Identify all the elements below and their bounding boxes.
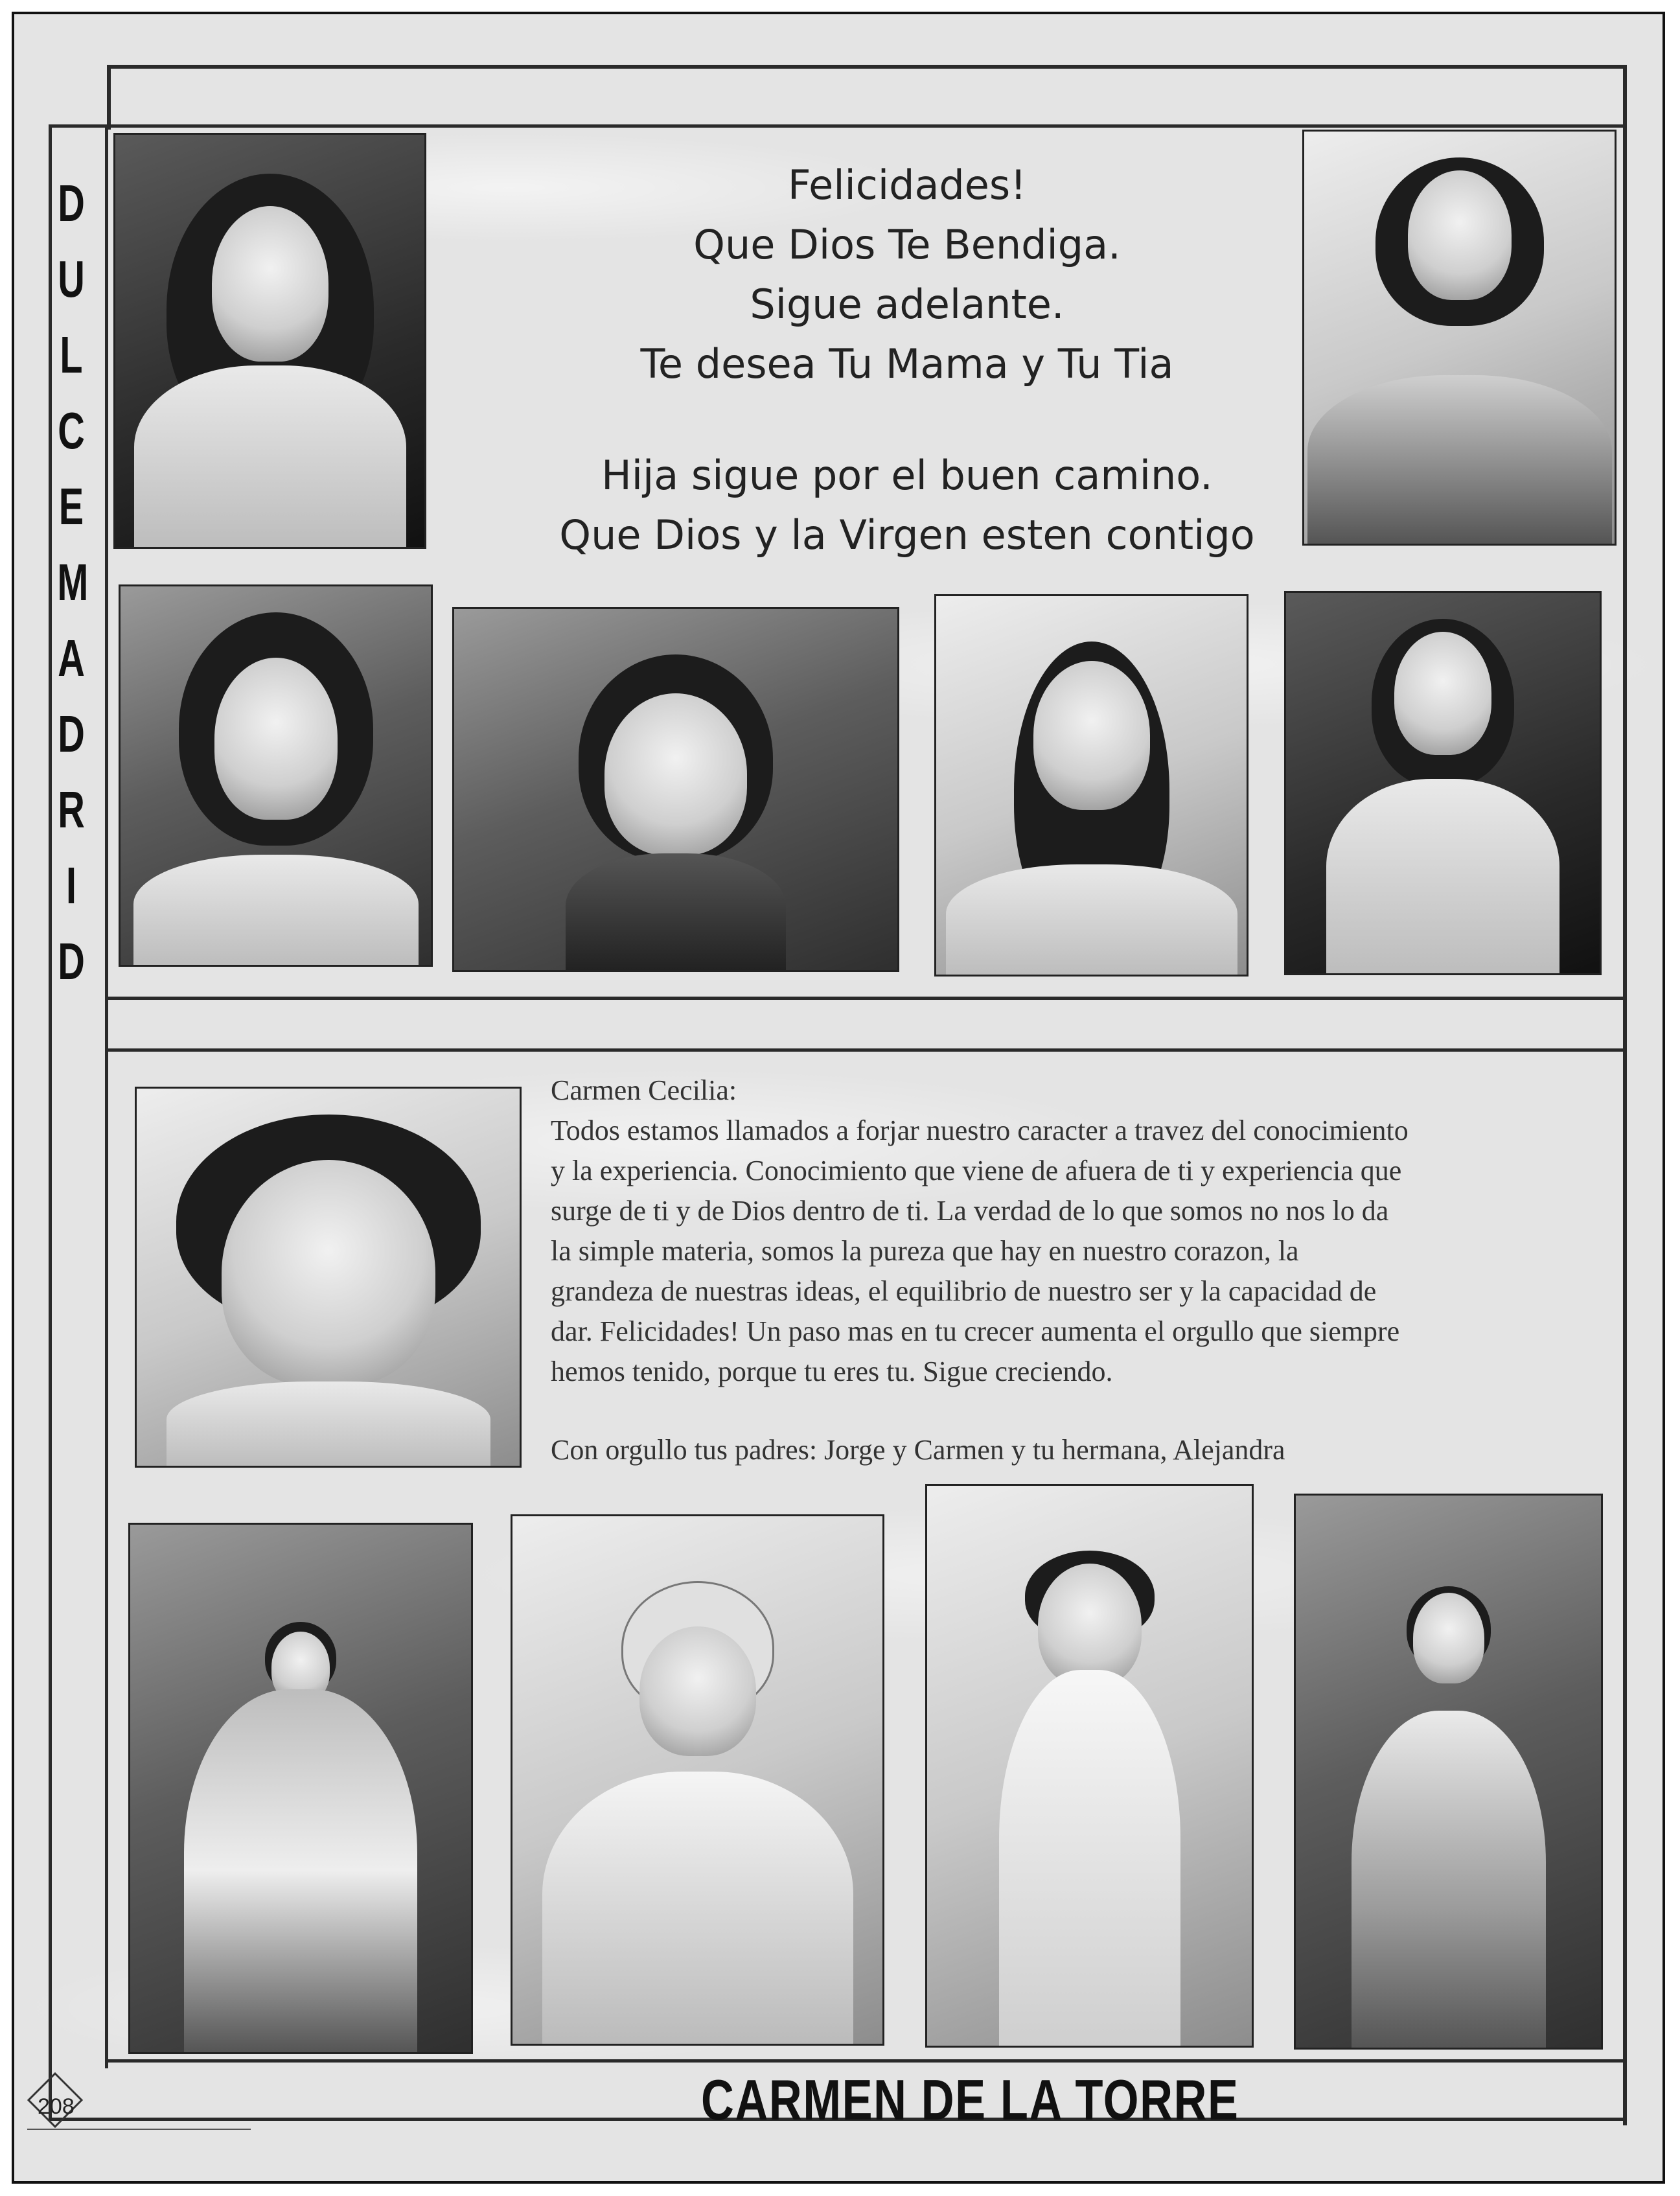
poem-line: Hija sigue por el buen camino.: [601, 452, 1213, 499]
portrait-photo-toddler-smiling: [135, 1087, 522, 1468]
portrait-photo-teen: [113, 133, 426, 549]
vertical-name: [52, 165, 91, 999]
vertical-name-letter: L: [60, 326, 83, 384]
student-name: CARMEN DE LA TORRE: [701, 2068, 1239, 2132]
vertical-name-letter: C: [58, 402, 85, 459]
letter-line: y la experiencia. Conocimiento que viene de afuera de ti y experiencia que: [551, 1155, 1402, 1186]
page-number: 208: [38, 2094, 75, 2119]
page-number-underline: [27, 2129, 251, 2130]
poem-line: Felicidades!: [787, 161, 1027, 209]
snapshot-child-with-glasses: [511, 1514, 884, 2046]
vertical-name-letter: E: [58, 478, 84, 535]
snapshot-carousel-ride: [128, 1523, 473, 2054]
portrait-photo-with-plush-toys: [1302, 130, 1617, 546]
poem-line: Que Dios Te Bendiga.: [693, 221, 1121, 268]
letter-signature: Con orgullo tus padres: Jorge y Carmen y tu hermana, Alejandra: [551, 1434, 1285, 1466]
letter-line: la simple materia, somos la pureza que hay en nuestro corazon, la: [551, 1235, 1299, 1267]
letter-line: dar. Felicidades! Un paso mas en tu crecer aumenta el orgullo que siempre: [551, 1315, 1400, 1347]
vertical-name-letter: I: [65, 857, 76, 914]
frame-top-rule: [107, 65, 1626, 69]
letter-line: hemos tenido, porque tu eres tu. Sigue creciendo.: [551, 1356, 1113, 1387]
poem-line: Sigue adelante.: [750, 281, 1064, 328]
frame-right-rule: [1623, 65, 1627, 2125]
frame-left-rule-top: [107, 65, 111, 130]
poem-line: Que Dios y la Virgen esten contigo: [559, 511, 1255, 559]
vertical-name-letter: D: [58, 174, 85, 232]
frame-left-inner-rule: [105, 124, 108, 2068]
section-divider-rule: [107, 997, 1626, 1000]
snapshot-toddler-white-dress: [925, 1484, 1254, 2048]
portrait-photo-tiara: [119, 584, 433, 967]
vertical-name-letter: A: [58, 629, 85, 687]
snapshot-ballet-costume: [1294, 1494, 1603, 2050]
poem-line: Te desea Tu Mama y Tu Tia: [640, 340, 1174, 387]
frame-top-rule-2: [49, 124, 1626, 128]
letter-greeting: Carmen Cecilia:: [551, 1074, 737, 1106]
section-divider-rule-2: [105, 1048, 1626, 1052]
vertical-name-letter: U: [58, 250, 85, 308]
vertical-name-letter: M: [57, 553, 89, 611]
vertical-name-letter: R: [58, 781, 85, 838]
portrait-photo-girl-on-chair: [1284, 591, 1602, 975]
portrait-photo-toddler-ribbon: [452, 607, 899, 972]
portrait-photo-school-girl: [934, 594, 1248, 977]
letter-line: grandeza de nuestras ideas, el equilibrio de nuestro ser y la capacidad de: [551, 1275, 1377, 1307]
frame-bottom-rule: [107, 2059, 1626, 2063]
vertical-name-letter: D: [58, 705, 85, 763]
letter-line: Todos estamos llamados a forjar nuestro caracter a travez del conocimiento: [551, 1115, 1409, 1146]
parents-letter: [551, 1070, 1613, 1392]
dedication-poem: [492, 156, 1322, 565]
letter-line: surge de ti y de Dios dentro de ti. La verdad de lo que somos no nos lo da: [551, 1195, 1389, 1227]
vertical-name-letter: D: [58, 932, 85, 990]
